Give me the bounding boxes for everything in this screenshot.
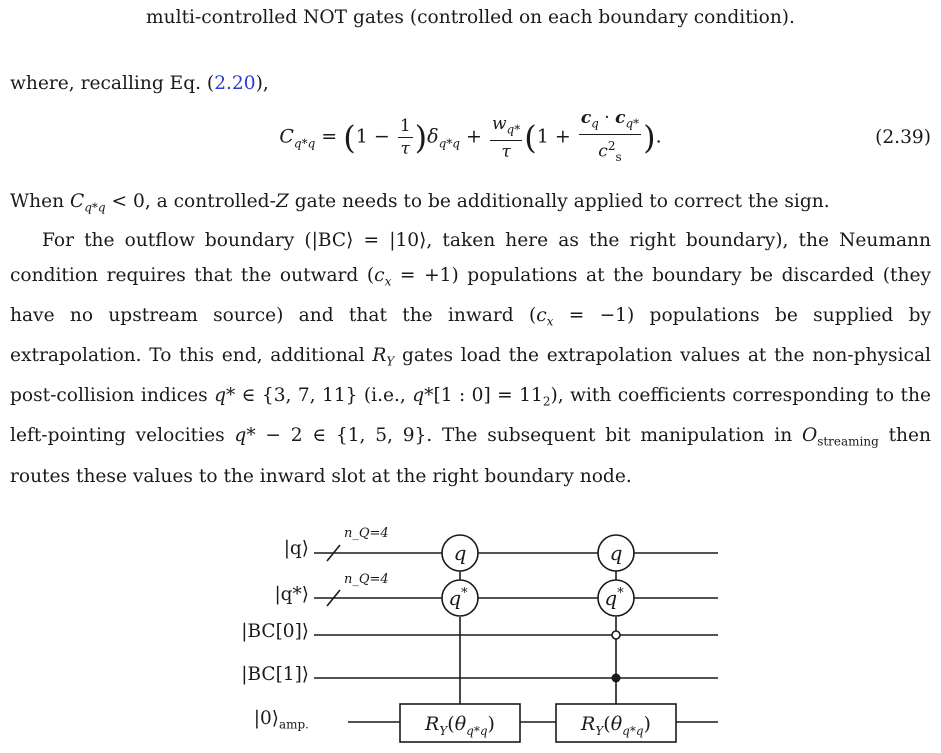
sign-note-c: gate needs to be additionally applied to correct the sign. — [288, 191, 830, 212]
caption-text: multi-controlled NOT gates (controlled on each boundary condition). — [146, 7, 795, 28]
gate2-qstar-label: q* — [604, 586, 624, 610]
wire-label-qstar: |q*⟩ — [274, 584, 309, 605]
equation-number: (2.39) — [875, 127, 931, 148]
fraction-weight-over-tau: $\frac{w_{q*}}{\tau}$ — [491, 113, 521, 162]
outflow-text-8: − 2 ∈ {1, 5, 9}. The subsequent bit manipulation in — [255, 425, 802, 447]
outflow-text-4: gates load the extrapolation values at the non-physical post-collision indices — [10, 344, 931, 407]
figure-caption-fragment — [10, 1, 931, 36]
equation-2-39 — [0, 107, 941, 167]
intro-prefix: where, recalling Eq. ( — [10, 73, 215, 94]
wire-label-q: |q⟩ — [283, 538, 309, 559]
gate2-bc1-filled-control — [612, 674, 621, 683]
operator-subscript: streaming — [817, 435, 879, 450]
equation-ref-link[interactable]: 2.20 — [214, 73, 256, 94]
intro-sentence — [10, 67, 931, 102]
outflow-text-6: [1 : 0] = 11 — [433, 385, 543, 407]
gate2-ry-label: $R_Y(\theta_{q*q})$ — [581, 713, 651, 738]
sign-note-b: < 0, a controlled- — [105, 191, 276, 212]
gate1-q-label: q — [453, 541, 467, 565]
gate1-qstar-label: q* — [448, 586, 468, 610]
gate2-q-label: q — [609, 541, 623, 565]
intro-suffix: ), — [255, 73, 269, 94]
fraction-one-over-tau: $\frac{1}{\tau}$ — [399, 116, 411, 160]
wire-label-bc1: |BC[1]⟩ — [241, 664, 309, 685]
sign-note: When $C_{q*q} < 0$, a controlled-Z gate needs to be additionally applied to correct the sign. — [10, 191, 830, 215]
fraction-velocity-dot: $\frac{c_q \cdot c_{q*}}{c^2_s}$ — [580, 108, 640, 165]
gate2-bc0-open-control — [612, 631, 620, 639]
outflow-text-3: = −1) populations be supplied by extrapolation. To this end, additional — [10, 304, 931, 366]
gate1-ry-label: $R_Y(\theta_{q*q})$ — [425, 713, 495, 738]
ancilla-subscript: amp. — [278, 717, 309, 732]
equation-body: $C_{q*q} = (1$ − $\frac{1}{\tau}$ )$\delta_{q*q}$ + $\frac{w_{q*}}{\tau}$ (1 + $\frac{c_q \cdot c_{q*}}{c^2_s}$ ). — [0, 107, 941, 168]
register-size-q: n_Q=4 — [344, 526, 389, 541]
wire-label-bc0: |BC[0]⟩ — [241, 621, 309, 642]
outflow-paragraph: For the outflow boundary (|BC⟩ = |10⟩, taken here as the right boundary), the Neumann condition requires that the outward $(c_x = +1)$ populations at the boundary be discarded (they have no upstream source) and that the inward $(c_x = -1)$ populations be supplied by extrapolation. To this end, additional $R_Y$ gates load the extrapolation values at the non-physical post-collision indices q* ∈ {3, 7, 11} (i.e., q*[1 : $0] = 11_2$), with coefficients corresponding to the left-pointing velocities q* − 2 ∈ {1, 5, 9}. The subsequent bit manipulation in $O_{streaming}$ then routes these values to the inward slot at the right boundary node. — [10, 230, 931, 487]
outflow-text-7: ), with coefficients corresponding to the left-pointing velocities — [10, 385, 931, 447]
outflow-text-2: = +1) populations at the boundary be discarded (they have no upstream source) and that the inward ( — [10, 264, 931, 326]
register-size-qstar: n_Q=4 — [344, 572, 389, 587]
quantum-circuit — [0, 520, 941, 753]
sign-note-a: When — [10, 191, 70, 212]
outflow-subscript-2: 2 — [542, 394, 551, 409]
outflow-text-10: then routes these values to the inward slot at the right boundary node. — [10, 425, 931, 487]
circuit-drawing — [0, 520, 941, 753]
outflow-text-1: For the outflow boundary (|BC⟩ = |10⟩, taken here as the right boundary), the Neumann condition requires that the outward ( — [10, 230, 931, 286]
ancilla-ket: |0⟩ — [253, 708, 279, 729]
outflow-text-5: ∈ {3, 7, 11} (i.e., — [235, 385, 413, 407]
